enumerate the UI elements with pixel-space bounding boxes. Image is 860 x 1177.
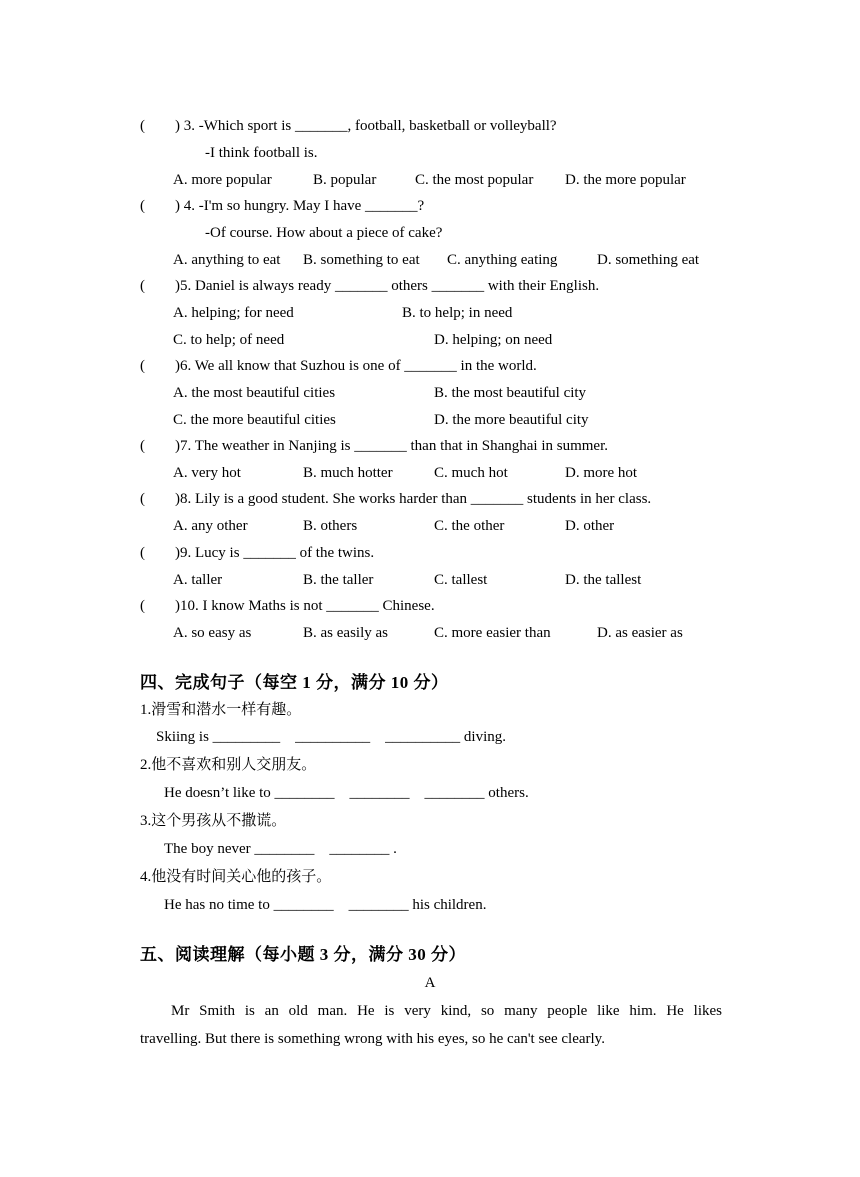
question-7-option-c: C. much hot [434, 465, 508, 481]
question-7-option-a: A. very hot [173, 465, 241, 481]
question-7-stem: ( )7. The weather in Nanjing is _______ than that in Shanghai in summer. [140, 438, 608, 454]
passage-label: A [424, 975, 436, 991]
question-10-option-d: D. as easier as [597, 625, 683, 641]
question-3-stem: ( ) 3. -Which sport is _______, football, basketball or volleyball? [140, 118, 557, 134]
question-5-option-c: C. to help; of need [173, 332, 285, 348]
question-5-stem: ( )5. Daniel is always ready _______ others _______ with their English. [140, 278, 600, 294]
question-9-option-d: D. the tallest [565, 572, 642, 588]
section-5-heading: 五、阅读理解（每小题 3 分，满分 30 分） [140, 945, 466, 964]
question-9-stem: ( )9. Lucy is _______ of the twins. [140, 545, 375, 561]
question-9-option-a: A. taller [173, 572, 223, 588]
question-5-option-d: D. helping; on need [434, 332, 553, 348]
question-10-option-a: A. so easy as [173, 625, 252, 641]
question-6-option-c: C. the more beautiful cities [173, 412, 336, 428]
question-8-option-d: D. other [565, 518, 615, 534]
sentence-1-chinese: 1.滑雪和潜水一样有趣。 [140, 702, 302, 718]
question-6-stem: ( )6. We all know that Suzhou is one of _______ in the world. [140, 358, 537, 374]
question-7-option-b: B. much hotter [303, 465, 393, 481]
sentence-3-chinese: 3.这个男孩从不撒谎。 [140, 813, 287, 829]
question-7-option-d: D. more hot [565, 465, 638, 481]
question-9-option-c: C. tallest [434, 572, 488, 588]
question-4-option-d: D. something eat [597, 252, 700, 268]
passage-line-1: Mr Smith is an old man. He is very kind, so many people like him. He likes [171, 1003, 722, 1019]
question-9-option-b: B. the taller [303, 572, 374, 588]
question-6-option-b: B. the most beautiful city [434, 385, 587, 401]
question-8-stem: ( )8. Lily is a good student. She works harder than _______ students in her class. [140, 491, 652, 507]
question-10-stem: ( )10. I know Maths is not _______ Chinese. [140, 598, 435, 614]
sentence-4-chinese: 4.他没有时间关心他的孩子。 [140, 869, 332, 885]
sentence-2-chinese: 2.他不喜欢和别人交朋友。 [140, 757, 317, 773]
question-10-option-b: B. as easily as [303, 625, 388, 641]
section-4-heading: 四、完成句子（每空 1 分，满分 10 分） [140, 673, 449, 692]
sentence-2-english: He doesn’t like to ________ ________ ________ others. [164, 785, 529, 801]
question-8-option-c: C. the other [434, 518, 505, 534]
question-6-option-a: A. the most beautiful cities [173, 385, 336, 401]
question-3-option-a: A. more popular [173, 172, 272, 188]
question-5-option-b: B. to help; in need [402, 305, 513, 321]
question-4-reply: -Of course. How about a piece of cake? [205, 225, 443, 241]
question-3-reply: -I think football is. [205, 145, 318, 161]
sentence-3-english: The boy never ________ ________ . [164, 841, 397, 857]
sentence-1-english: Skiing is _________ __________ __________ diving. [156, 729, 507, 745]
question-4-stem: ( ) 4. -I'm so hungry. May I have _______? [140, 198, 425, 214]
sentence-4-english: He has no time to ________ ________ his children. [164, 897, 487, 913]
question-10-option-c: C. more easier than [434, 625, 551, 641]
question-3-option-c: C. the most popular [415, 172, 534, 188]
question-3-option-d: D. the more popular [565, 172, 686, 188]
question-8-option-b: B. others [303, 518, 358, 534]
question-4-option-b: B. something to eat [303, 252, 420, 268]
question-8-option-a: A. any other [173, 518, 248, 534]
passage-line-2: travelling. But there is something wrong with his eyes, so he can't see clearly. [140, 1031, 605, 1047]
question-3-option-b: B. popular [313, 172, 377, 188]
question-4-option-c: C. anything eating [447, 252, 558, 268]
question-4-option-a: A. anything to eat [173, 252, 281, 268]
question-5-option-a: A. helping; for need [173, 305, 294, 321]
question-6-option-d: D. the more beautiful city [434, 412, 589, 428]
